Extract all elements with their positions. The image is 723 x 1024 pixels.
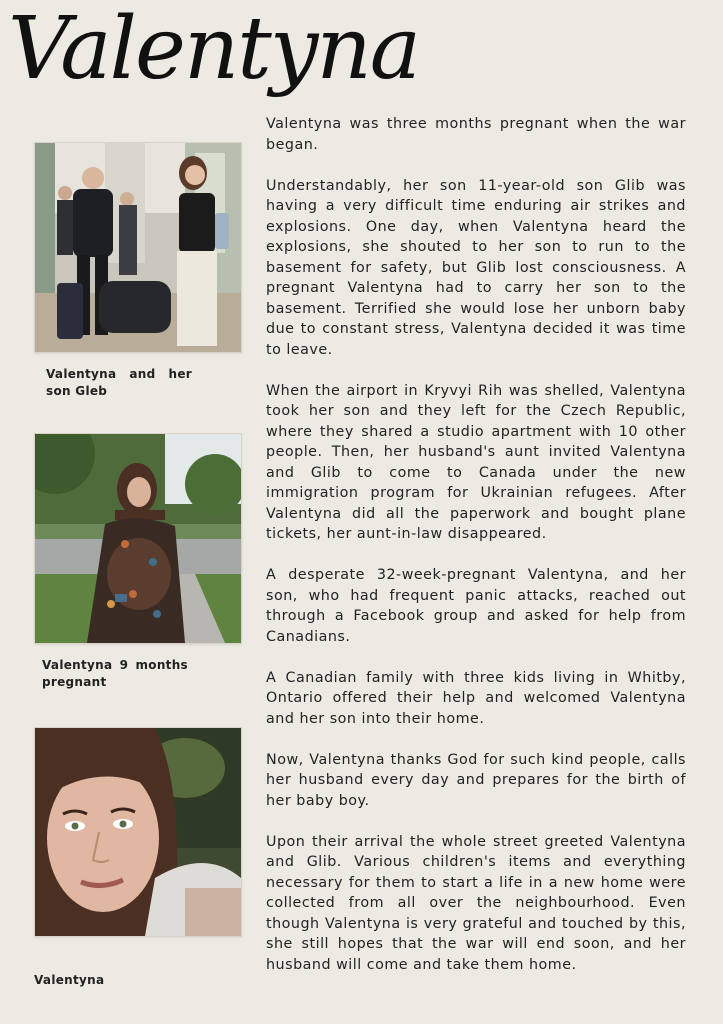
caption-photo-3: Valentyna (34, 973, 105, 987)
paragraph-5: A Canadian family with three kids living in Whitby, Ontario offered their help and welcomed Valentyna and her son into their home. (266, 669, 686, 727)
paragraph-2: Understandably, her son 11-year-old son Glib was having a very difficult time enduring air strikes and explosions. One day, when Valentyna heard the explosions, she shouted to her son to run to the basement for safety, but Glib lost consciousness. A pregnant Valentyna had to carry her son to the basement. Terrified she would lose her unborn baby due to constant stress, Valentyna decided it was time to leave. (266, 177, 686, 358)
paragraph-3: When the airport in Kryvyi Rih was shelled, Valentyna took her son and they left for the Czech Republic, where they shared a studio apartment with 10 other people. Then, her husband's aunt invited Valentyna and Glib to come to Canada under the new immigration program for Ukrainian refugees. After Valentyna did all the paperwork and bought plane tickets, her aunt-in-law disappeared. (266, 382, 686, 542)
photo-valentyna-pregnant (34, 433, 242, 644)
paragraph-7: Upon their arrival the whole street greeted Valentyna and Glib. Various children's items and everything necessary for them to start a life in a new home were collected from all over the neighbourhood. Even though Valentyna is very grateful and touched by this, she still hopes that the war will end soon, and her husband will come and take them home. (266, 833, 686, 973)
paragraph-4: A desperate 32-week-pregnant Valentyna, and her son, who had frequent panic attacks, reached out through a Facebook group and asked for help from Canadians. (266, 567, 686, 645)
photo-valentyna-portrait (34, 727, 242, 937)
photo-valentyna-and-son (34, 142, 242, 353)
paragraph-1: Valentyna was three months pregnant when the war began. (266, 116, 686, 153)
caption-photo-1: Valentyna and her son Gleb (46, 367, 192, 398)
page-title: Valentyna (8, 0, 420, 99)
story-text (266, 114, 686, 996)
caption-photo-2: Valentyna 9 months pregnant (42, 658, 188, 689)
paragraph-6: Now, Valentyna thanks God for such kind people, calls her husband every day and prepares for the birth of her baby boy. (266, 751, 686, 809)
